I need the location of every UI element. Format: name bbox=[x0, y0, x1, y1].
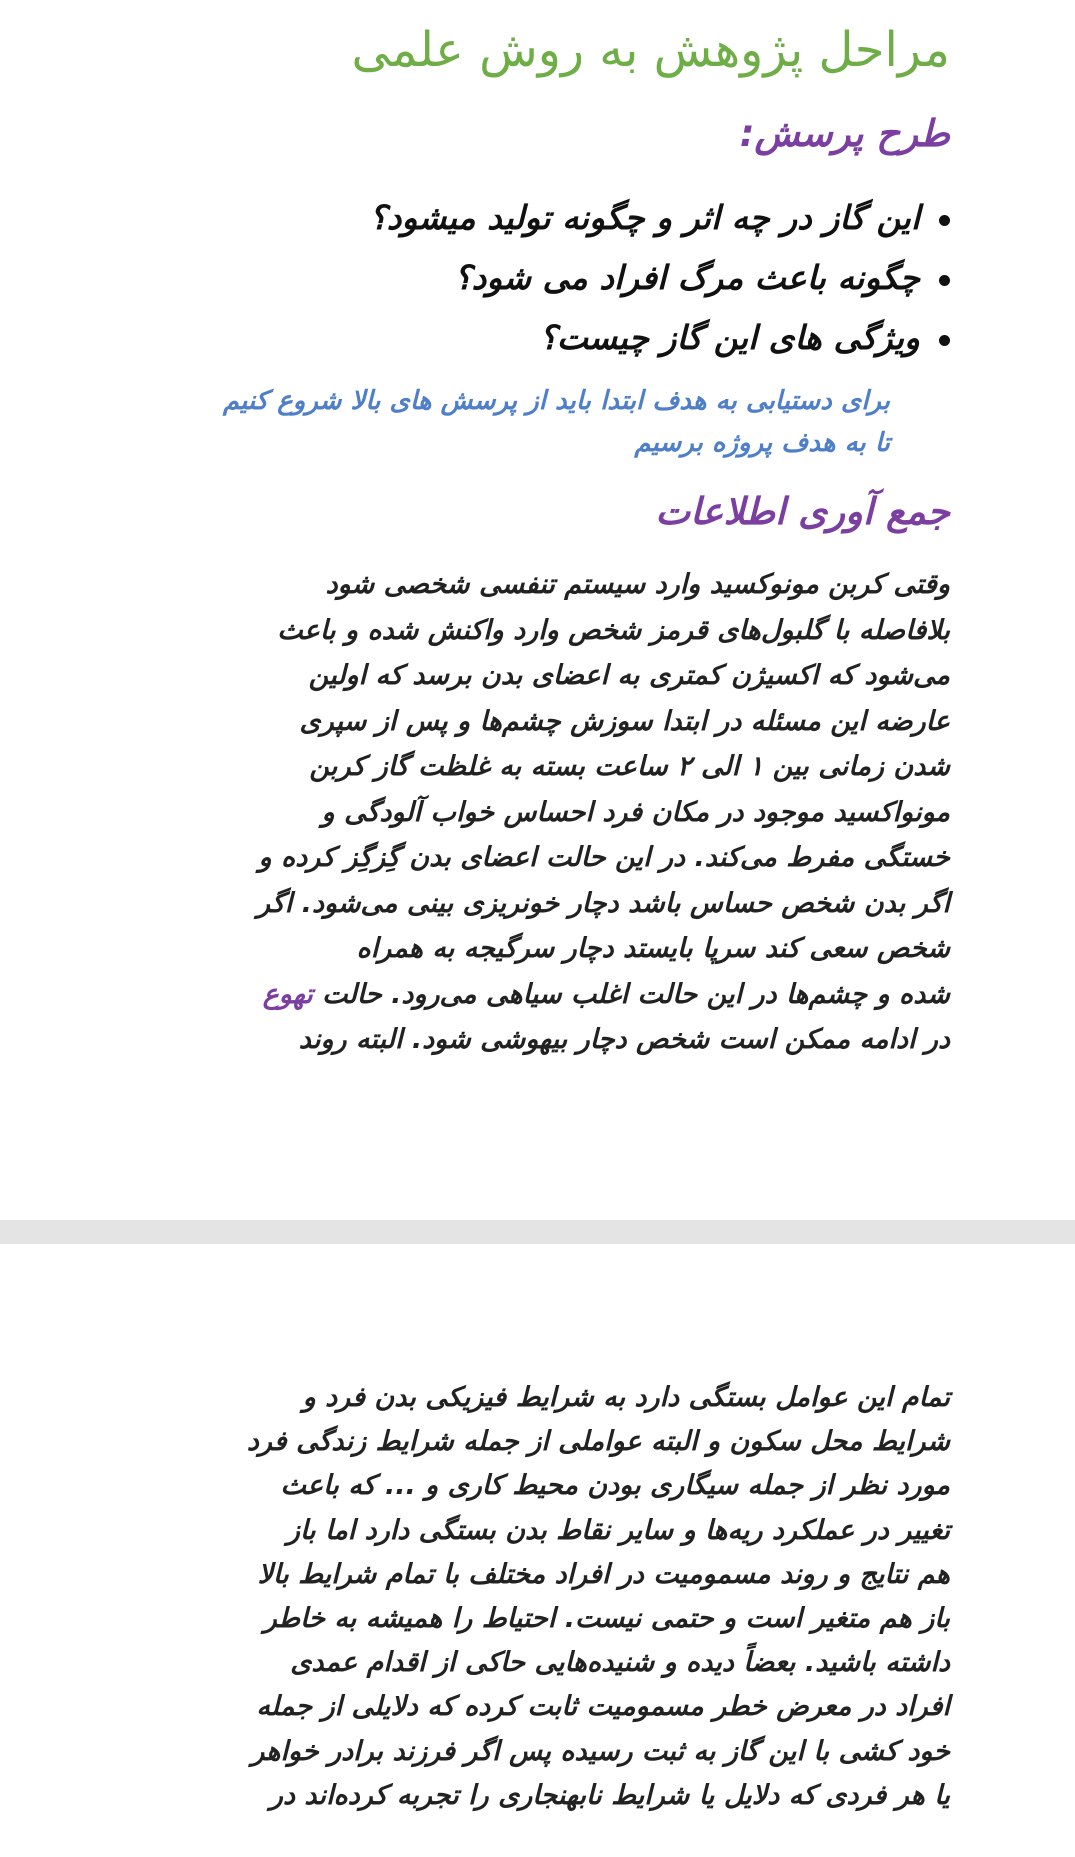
note-line: تا به هدف پروژه برسیم bbox=[634, 428, 890, 458]
line-text: شده و چشم‌ها در این حالت اغلب سیاهی می‌رود. حالت bbox=[312, 978, 950, 1010]
paragraph-line: بلافاصله با گلبول‌های قرمز شخص وارد واکنش شده و باعث bbox=[277, 614, 950, 646]
question-item bbox=[40, 308, 950, 368]
paragraph-line: مورد نظر از جمله سیگاری بودن محیط کاری و ... که باعث bbox=[280, 1470, 950, 1502]
bullet-icon bbox=[939, 275, 950, 286]
paragraph-line: یا هر فردی که دلایل یا شرایط نابهنجاری را تجربه کرده‌اند در bbox=[269, 1779, 950, 1811]
data-collection-heading: جمع آوری اطلاعات bbox=[655, 490, 950, 533]
document-page-2 bbox=[0, 1244, 1075, 1857]
paragraph-line: مونواکسید موجود در مکان فرد احساس خواب آلودگی و bbox=[321, 796, 950, 828]
paragraph-line: شرایط محل سکون و البته عواملی از جمله شرایط زندگی فرد bbox=[246, 1426, 950, 1458]
question-item bbox=[40, 248, 950, 308]
page-title: مراحل پژوهش به روش علمی bbox=[351, 22, 950, 78]
paragraph-line: افراد در معرض خطر مسمومیت ثابت کرده که دلایلی از جمله bbox=[256, 1691, 950, 1723]
paragraph-line: تغییر در عملکرد ریه‌ها و سایر نقاط بدن بستگی دارد اما باز bbox=[286, 1514, 950, 1546]
paragraph-line: شخص سعی کند سرپا بایستد دچار سرگیجه به همراه bbox=[356, 933, 950, 964]
question-text: این گاز در چه اثر و چگونه تولید میشود؟ bbox=[369, 198, 920, 237]
question-item bbox=[40, 188, 950, 248]
paragraph-line bbox=[40, 972, 950, 1018]
paragraph-line: خود کشی با این گاز به ثبت رسیده پس اگر فرزند برادر خواهر bbox=[251, 1735, 950, 1767]
question-design-heading: طرح پرسش: bbox=[739, 112, 950, 155]
question-text: چگونه باعث مرگ افراد می شود؟ bbox=[454, 258, 920, 297]
paragraph-line: در ادامه ممکن است شخص دچار بیهوشی شود. البته روند bbox=[298, 1024, 950, 1055]
paragraph-line: اگر بدن شخص حساس باشد دچار خونریزی بینی می‌شود. اگر bbox=[257, 887, 950, 919]
paragraph-line: داشته باشید. بعضاً دیده و شنیده‌هایی حاکی از اقدام عمدی bbox=[290, 1647, 950, 1679]
continuation-paragraph bbox=[40, 1376, 950, 1818]
highlighted-word: تهوع bbox=[262, 978, 313, 1010]
paragraph-line: هم نتایج و روند مسمومیت در افراد مختلف با تمام شرایط بالا bbox=[257, 1558, 950, 1590]
paragraph-line: شدن زمانی بین ۱ الی ۲ ساعت بسته به غلظت گاز کربن bbox=[309, 751, 950, 782]
paragraph-line: باز هم متغیر است و حتمی نیست. احتیاط را همیشه به خاطر bbox=[263, 1602, 950, 1634]
paragraph-line: عارضه این مسئله در ابتدا سوزش چشم‌ها و پس از سپری bbox=[299, 705, 950, 737]
bullet-icon bbox=[939, 335, 950, 346]
question-text: ویژگی های این گاز چیست؟ bbox=[539, 318, 920, 357]
paragraph-line: می‌شود که اکسیژن کمتری به اعضای بدن برسد که اولین bbox=[308, 660, 950, 691]
data-collection-paragraph bbox=[40, 562, 950, 1063]
note-line: برای دستیابی به هدف ابتدا باید از پرسش های بالا شروع کنیم bbox=[222, 386, 890, 416]
paragraph-line: تمام این عوامل بستگی دارد به شرایط فیزیکی بدن فرد و bbox=[302, 1382, 950, 1413]
paragraph-line: خستگی مفرط می‌کند. در این حالت اعضای بدن گِزگِز کرده و bbox=[258, 842, 950, 873]
question-note bbox=[60, 380, 890, 464]
question-list bbox=[40, 188, 950, 368]
paragraph-line: وقتی کربن مونوکسید وارد سیستم تنفسی شخصی شود bbox=[325, 569, 950, 600]
bullet-icon bbox=[939, 215, 950, 226]
